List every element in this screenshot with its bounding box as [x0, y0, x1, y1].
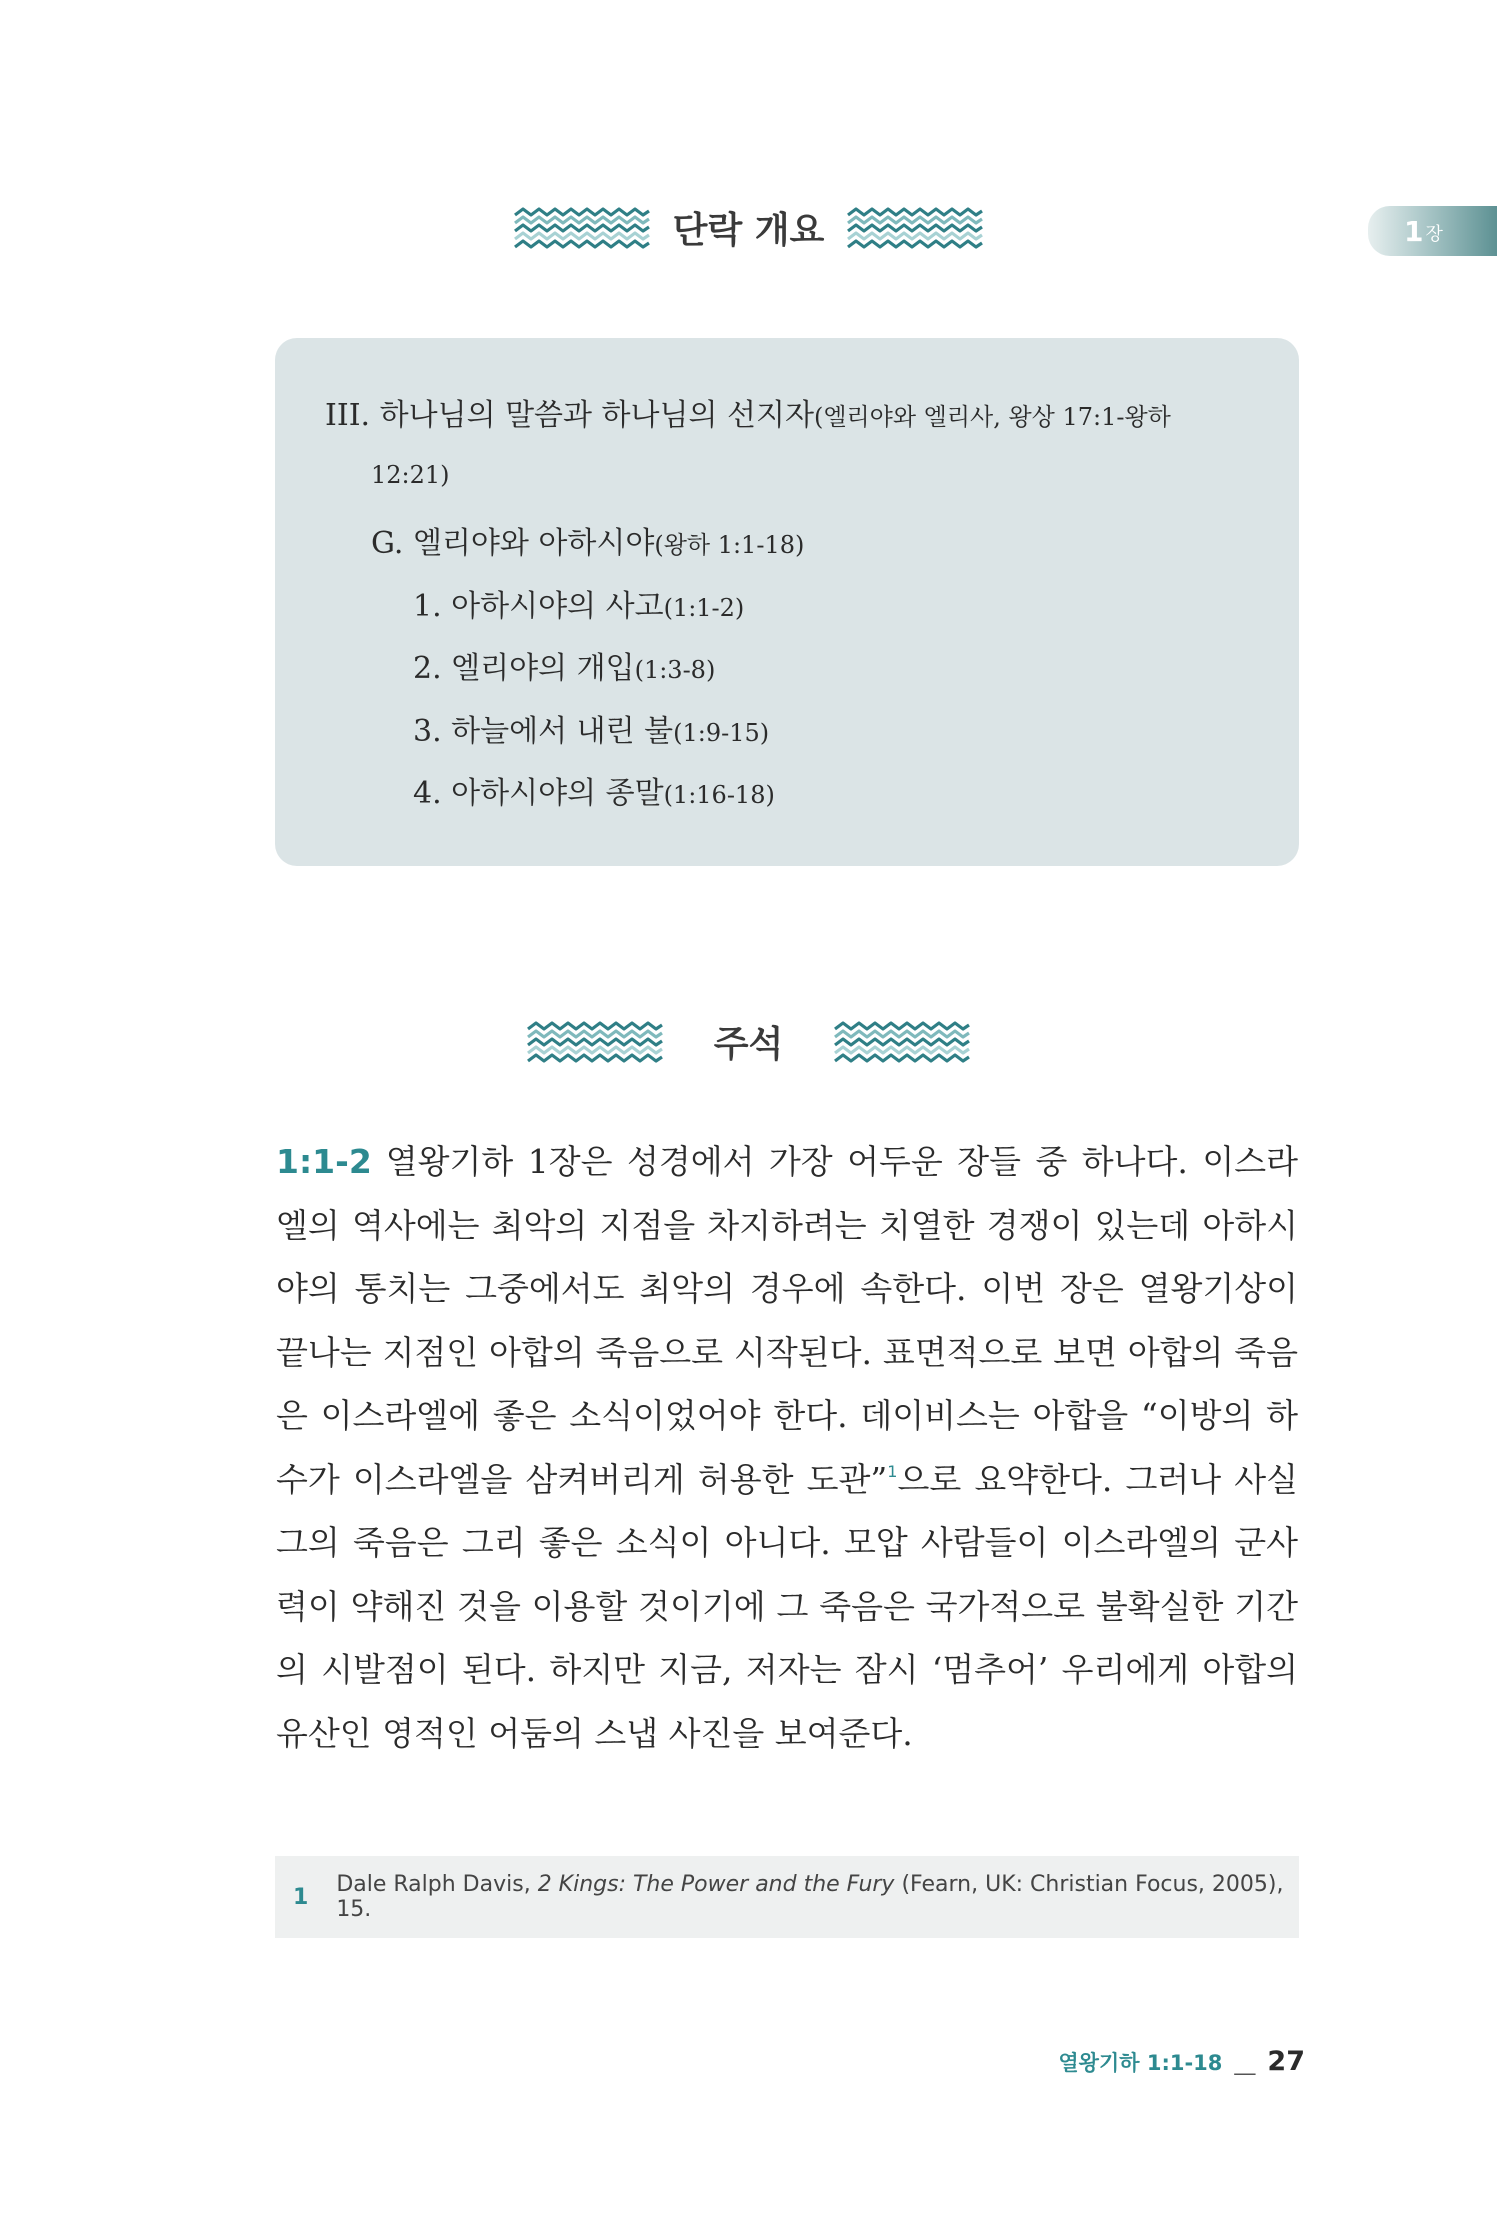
outline-line-text: 4. 아하시야의 종말 — [413, 776, 664, 811]
commentary-title: 주석 — [713, 1024, 784, 1065]
footnote-citation — [336, 1872, 1299, 1922]
commentary-paragraph — [276, 1130, 1298, 1765]
outline-line-ref: (1:3-8) — [634, 656, 716, 684]
commentary-text: 열왕기하 1장은 성경에서 가장 어두운 장들 중 하나다. 이스라엘의 역사에는 최악의 지점을 차지하려는 치열한 경쟁이 있는데 아하시야의 통치는 그중에서도 최악의 경우에 속한다. 이번 장은 열왕기상이 끝나는 지점인 아합의 죽음으로 시작된다. 표면적으로 보면 아합의 죽음은 이스라엘에 좋은 소식이었어야 한다. 데이비스는 아합을 “이방의 하수가 이스라엘을 삼켜버리게 허용한 도관” — [276, 1142, 1298, 1499]
running-head: 열왕기하 1:1-18 — [1058, 2051, 1223, 2075]
wave-ornament-icon — [833, 1019, 971, 1065]
footnote-book-title: 2 Kings: The Power and the Fury — [537, 1872, 895, 1897]
chapter-tab-unit: 장 — [1425, 224, 1443, 245]
outline-line-item — [413, 706, 769, 750]
commentary-text: 으로 요약한다. 그러나 사실 그의 죽음은 그리 좋은 소식이 아니다. 모압 사람들이 이스라엘의 군사력이 약해진 것을 이용할 것이기에 그 죽음은 국가적으로 불확실한 기간의 시발점이 된다. 하지만 지금, 저자는 잠시 ‘멈추어’ 우리에게 아합의 유산인 영적인 어둠의 스냅 사진을 보여준다. — [276, 1459, 1298, 1753]
page-number: 27 — [1267, 2046, 1305, 2077]
outline-line-text: G. 엘리야와 아하시야 — [371, 526, 655, 561]
footnote-number: 1 — [293, 1884, 309, 1910]
outline-line-text: III. 하나님의 말씀과 하나님의 선지자 — [325, 398, 814, 433]
wave-ornament-icon — [513, 205, 651, 251]
outline-line-item — [413, 581, 744, 625]
footnote-author: Dale Ralph Davis, — [336, 1872, 538, 1897]
footnote-marker[interactable]: 1 — [887, 1461, 898, 1481]
footnote-publication: (Fearn, UK: Christian Focus, 2005), 15. — [336, 1872, 1284, 1922]
outline-box — [275, 338, 1299, 866]
verse-reference: 1:1-2 — [276, 1142, 372, 1181]
outline-title: 단락 개요 — [672, 210, 825, 251]
outline-line-item — [413, 643, 715, 687]
outline-line-text: 2. 엘리야의 개입 — [413, 651, 635, 686]
footnote — [275, 1856, 1299, 1938]
chapter-tab-number: 1 — [1404, 214, 1424, 248]
outline-line-ref: 12:21) — [371, 461, 450, 489]
outline-line-section — [325, 390, 1171, 434]
wave-ornament-icon — [526, 1019, 664, 1065]
outline-line-ref: (엘리야와 엘리사, 왕상 17:1-왕하 — [813, 403, 1171, 431]
wave-ornament-icon — [846, 205, 984, 251]
outline-line-text: 3. 하늘에서 내린 불 — [413, 714, 674, 749]
outline-line-ref: (1:16-18) — [663, 781, 775, 809]
outline-line-ref: (1:1-2) — [663, 594, 745, 622]
outline-line-continuation — [371, 456, 450, 491]
outline-line-subsection — [371, 518, 804, 562]
page-footer — [1058, 2046, 1305, 2077]
outline-line-ref: (왕하 1:1-18) — [654, 531, 805, 559]
outline-line-item — [413, 768, 775, 812]
outline-line-ref: (1:9-15) — [673, 719, 770, 747]
commentary-heading — [0, 1016, 1497, 1067]
outline-line-text: 1. 아하시야의 사고 — [413, 589, 664, 624]
outline-heading — [0, 202, 1497, 253]
footer-separator: __ — [1234, 2051, 1256, 2075]
